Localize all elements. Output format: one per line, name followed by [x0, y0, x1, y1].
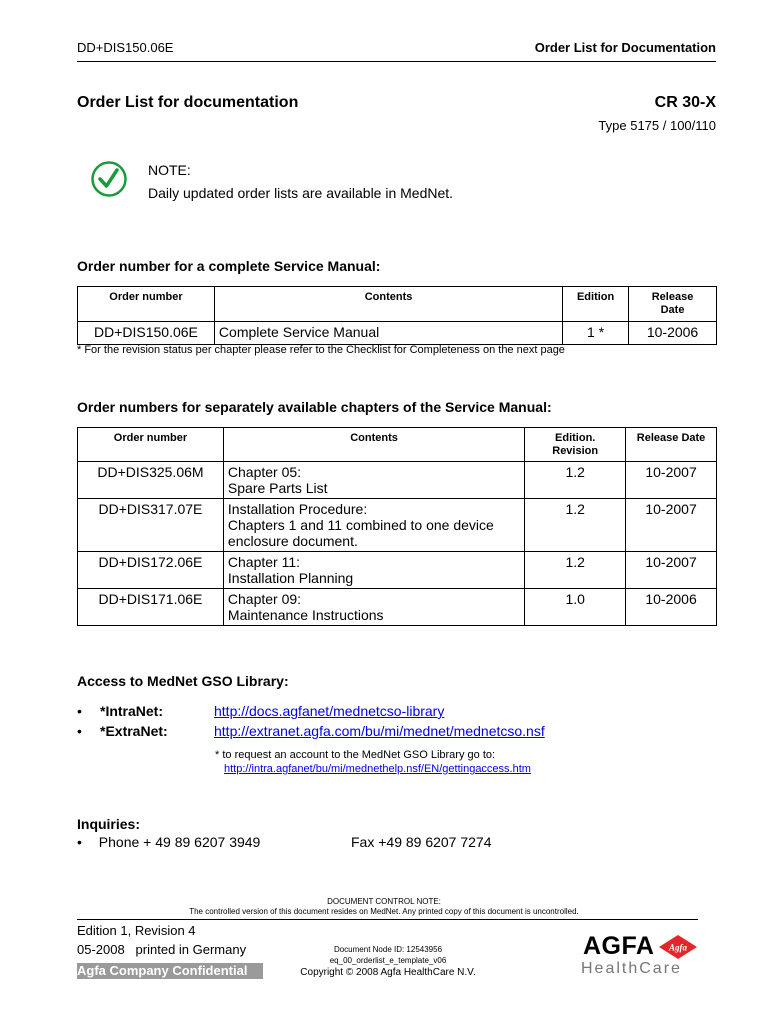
contents-line: Chapter 05: [227, 464, 302, 480]
print-info: 05-2008 printed in Germany [77, 942, 247, 957]
copyright: Copyright © 2008 Agfa HealthCare N.V. [300, 967, 476, 978]
col-release-date: Release Date [626, 428, 717, 462]
header-divider [77, 61, 716, 62]
contents-line: Maintenance Instructions [227, 607, 384, 623]
date-cell: 10-2007 [626, 462, 717, 499]
note-label: NOTE: [148, 162, 191, 178]
contents-line: Chapter 09: [227, 591, 302, 607]
date-cell: 10-2007 [626, 499, 717, 552]
agfa-healthcare-logo [580, 932, 700, 978]
edition-cell: 1.2 [525, 462, 626, 499]
template-name: eq_00_orderlist_e_template_v06 [329, 956, 447, 965]
extranet-link[interactable]: http://extranet.agfa.com/bu/mi/mednet/mednetcso.nsf [214, 723, 545, 739]
col-order-number: Order number [78, 287, 215, 322]
list-item-intranet [77, 703, 717, 721]
edition-cell: 1.2 [525, 552, 626, 589]
table-row [78, 552, 717, 589]
phone-item [77, 834, 260, 850]
bullet-icon: • [77, 703, 82, 719]
col-contents: Contents [214, 287, 562, 322]
list-item-extranet [77, 723, 717, 741]
header-doc-id: DD+DIS150.06E [77, 40, 174, 55]
contents-line: Installation Procedure: [227, 501, 368, 517]
contents-line: Installation Planning [227, 570, 354, 586]
complete-manual-heading: Order number for a complete Service Manual: [77, 258, 381, 274]
contents-cell: Complete Service Manual [214, 322, 562, 345]
bullet-icon: • [77, 723, 82, 739]
page-title: Order List for documentation [77, 94, 299, 111]
order-number-cell: DD+DIS172.06E [78, 552, 224, 589]
contents-line: Spare Parts List [227, 480, 328, 496]
order-number-cell: DD+DIS150.06E [78, 322, 215, 345]
date-cell: 10-2006 [626, 589, 717, 626]
chapters-table [77, 427, 717, 626]
table-header-row [78, 428, 717, 462]
intranet-label: *IntraNet: [100, 703, 164, 719]
document-node-id: Document Node ID: 12543956 [333, 945, 443, 954]
logo-subtitle: HealthCare [581, 960, 682, 977]
account-link[interactable]: http://intra.agfanet/bu/mi/mednethelp.nsf/EN/gettingaccess.htm [224, 763, 531, 775]
intranet-link[interactable]: http://docs.agfanet/mednetcso-library [214, 703, 445, 719]
logo-wordmark: AGFA [583, 932, 655, 960]
edition-cell: 1.0 [525, 589, 626, 626]
edition-cell: 1.2 [525, 499, 626, 552]
col-order-number: Order number [78, 428, 224, 462]
contents-cell [223, 552, 524, 589]
order-number-cell: DD+DIS171.06E [78, 589, 224, 626]
col-edition-revision: Edition. Revision [525, 428, 626, 462]
footer-divider [77, 919, 698, 920]
inquiries-heading: Inquiries: [77, 816, 141, 832]
control-note-title: DOCUMENT CONTROL NOTE: [327, 897, 441, 906]
order-number-cell: DD+DIS325.06M [78, 462, 224, 499]
checkmark-icon [90, 160, 128, 198]
table-row [78, 322, 717, 345]
agfa-rhombus-icon [658, 934, 698, 960]
contents-line: Chapters 1 and 11 combined to one device [227, 517, 494, 533]
col-release-date: Release Date [629, 287, 717, 322]
fax-number: Fax +49 89 6207 7274 [351, 834, 492, 850]
model-name: CR 30-X [654, 94, 716, 111]
col-contents: Contents [223, 428, 524, 462]
contents-cell [223, 462, 524, 499]
edition-cell: 1 * [563, 322, 629, 345]
date-cell: 10-2007 [626, 552, 717, 589]
contents-cell [223, 499, 524, 552]
extranet-label: *ExtraNet: [100, 723, 168, 739]
chapters-heading: Order numbers for separately available chapters of the Service Manual: [77, 399, 552, 415]
contents-line: enclosure document. [227, 533, 358, 549]
table-row [78, 499, 717, 552]
col-edition: Edition [563, 287, 629, 322]
edition-info: Edition 1, Revision 4 [77, 923, 196, 938]
confidential-badge: Agfa Company Confidential [77, 963, 263, 979]
complete-manual-table [77, 286, 717, 345]
control-note-text: The controlled version of this document resides on MedNet. Any printed copy of this document is uncontrolled. [189, 907, 579, 916]
contents-cell [223, 589, 524, 626]
account-note: * to request an account to the MedNet GSO Library go to: [215, 749, 496, 761]
logo-badge-text: Agfa [669, 942, 687, 953]
table-row [78, 589, 717, 626]
model-type: Type 5175 / 100/110 [598, 118, 716, 133]
note-text: Daily updated order lists are available in MedNet. [148, 185, 454, 201]
table-row [78, 462, 717, 499]
date-cell: 10-2006 [629, 322, 717, 345]
bullet-icon: • [77, 834, 82, 850]
table-header-row [78, 287, 717, 322]
order-number-cell: DD+DIS317.07E [78, 499, 224, 552]
phone-number: Phone + 49 89 6207 3949 [98, 834, 261, 850]
header-running-title: Order List for Documentation [534, 40, 716, 55]
contents-line: Chapter 11: [227, 554, 301, 570]
revision-footnote: * For the revision status per chapter please refer to the Checklist for Completeness on the next page [77, 344, 565, 356]
access-heading: Access to MedNet GSO Library: [77, 673, 289, 689]
